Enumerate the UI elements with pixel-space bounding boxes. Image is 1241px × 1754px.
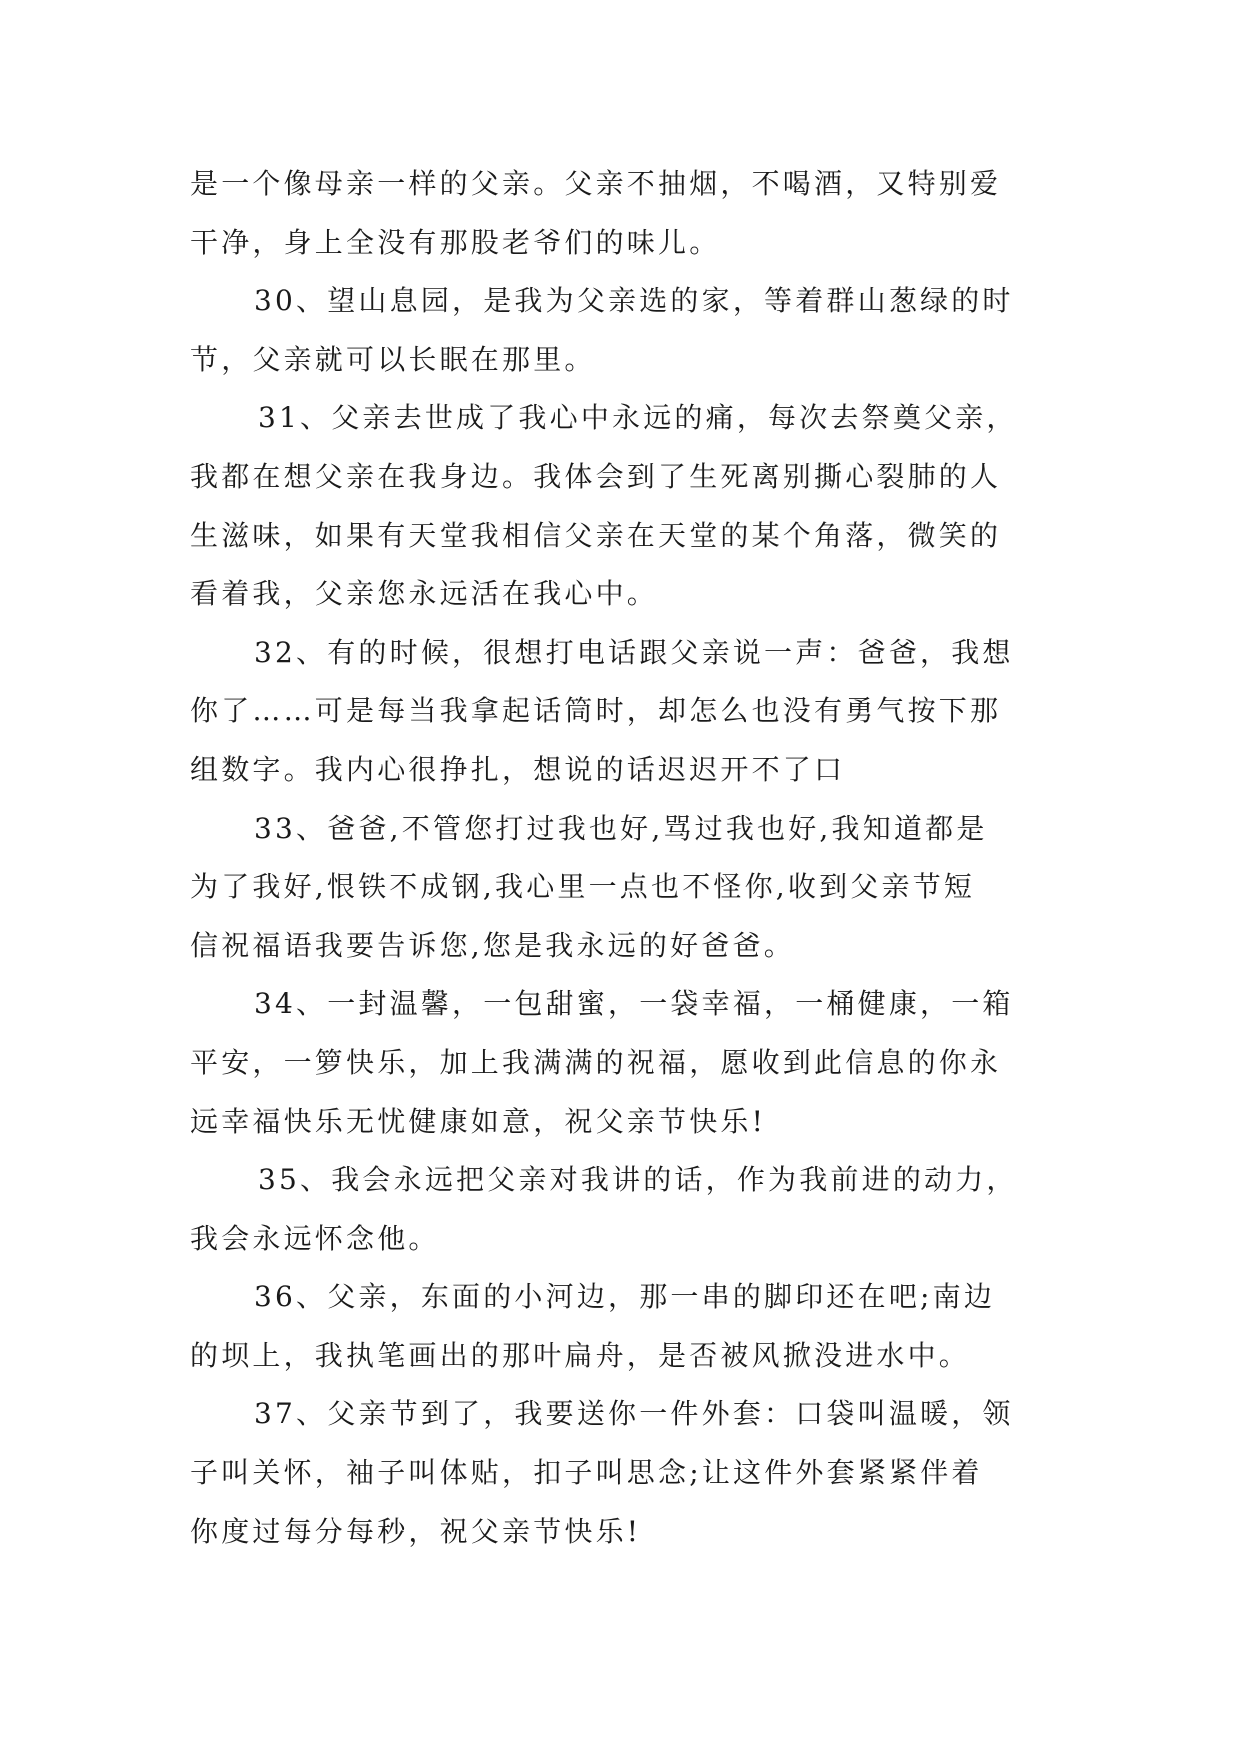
text-line: 35、我会永远把父亲对我讲的话，作为我前进的动力， <box>258 1163 1018 1197</box>
paragraph-29-continuation <box>190 155 1055 272</box>
text-line: 32、有的时候，很想打电话跟父亲说一声：爸爸，我想 <box>254 635 1014 669</box>
text-line: 节，父亲就可以长眠在那里。 <box>190 342 596 376</box>
text-line: 为了我好,恨铁不成钢,我心里一点也不怪你,收到父亲节短 <box>190 870 976 904</box>
text-line: 看着我，父亲您永远活在我心中。 <box>190 577 659 611</box>
text-line: 子叫关怀，袖子叫体贴，扣子叫思念;让这件外套紧紧伴着 <box>190 1456 983 1490</box>
text-line: 30、望山息园，是我为父亲选的家，等着群山葱绿的时 <box>254 284 1014 318</box>
text-line: 我都在想父亲在我身边。我体会到了生死离别撕心裂肺的人 <box>190 459 1002 493</box>
text-line: 组数字。我内心很挣扎，想说的话迟迟开不了口 <box>190 752 846 786</box>
text-line: 的坝上，我执笔画出的那叶扁舟，是否被风掀没进水中。 <box>190 1338 971 1372</box>
paragraph-37 <box>190 1385 1055 1561</box>
paragraph-32 <box>190 624 1055 800</box>
text-line: 33、爸爸,不管您打过我也好,骂过我也好,我知道都是 <box>254 811 988 845</box>
text-line: 远幸福快乐无忧健康如意，祝父亲节快乐! <box>190 1104 767 1138</box>
text-line: 你了……可是每当我拿起话筒时，却怎么也没有勇气按下那 <box>190 694 1002 728</box>
text-line: 37、父亲节到了，我要送你一件外套：口袋叫温暖，领 <box>254 1397 1014 1431</box>
text-line: 36、父亲，东面的小河边，那一串的脚印还在吧;南边 <box>254 1280 996 1314</box>
text-line: 是一个像母亲一样的父亲。父亲不抽烟，不喝酒，又特别爱 <box>190 167 1002 200</box>
text-line: 信祝福语我要告诉您,您是我永远的好爸爸。 <box>190 928 795 962</box>
text-line: 34、一封温馨，一包甜蜜，一袋幸福，一桶健康，一箱 <box>254 987 1014 1021</box>
text-line: 生滋味，如果有天堂我相信父亲在天堂的某个角落，微笑的 <box>190 518 1002 552</box>
paragraph-35 <box>190 1151 1055 1268</box>
paragraph-31 <box>190 389 1055 623</box>
paragraph-33 <box>190 800 1055 976</box>
paragraph-34 <box>190 975 1055 1151</box>
text-line: 31、父亲去世成了我心中永远的痛，每次去祭奠父亲， <box>258 401 1018 435</box>
document-body <box>190 155 1055 1561</box>
text-line: 我会永远怀念他。 <box>190 1221 440 1255</box>
paragraph-36 <box>190 1268 1055 1385</box>
text-line: 干净，身上全没有那股老爷们的味儿。 <box>190 225 721 259</box>
text-line: 你度过每分每秒，祝父亲节快乐! <box>190 1514 642 1548</box>
text-line: 平安，一箩快乐，加上我满满的祝福，愿收到此信息的你永 <box>190 1045 1002 1079</box>
paragraph-30 <box>190 272 1055 389</box>
